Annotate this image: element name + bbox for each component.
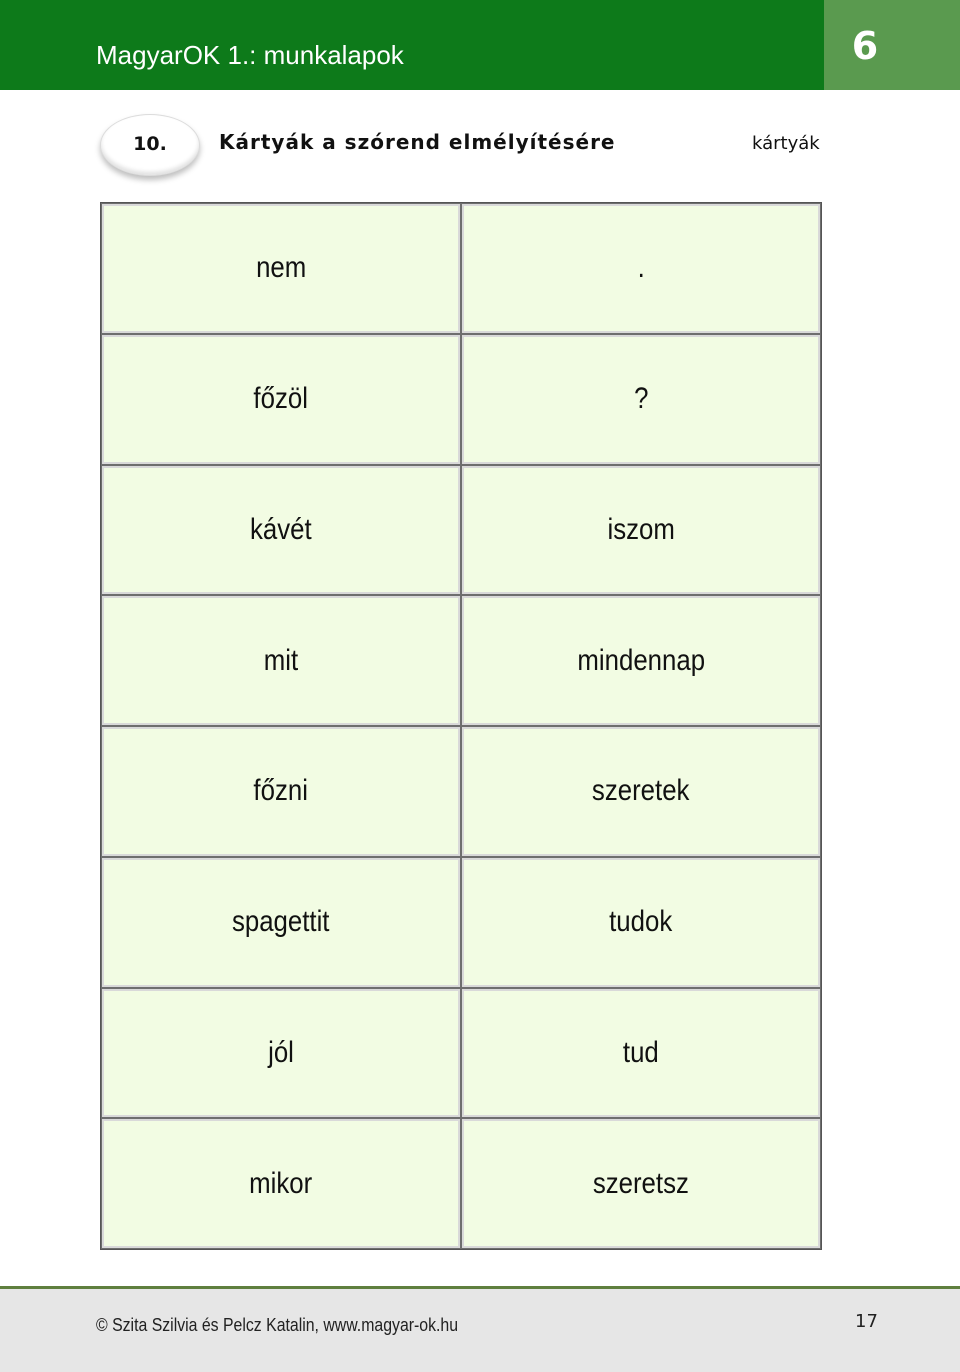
- word-card: [461, 988, 821, 1119]
- page-number: 17: [855, 1311, 878, 1332]
- exercise-type-label: kártyák: [752, 133, 820, 154]
- copyright-label: © Szita Szilvia és Pelcz Katalin, www.magyar-ok.hu: [96, 1315, 459, 1335]
- worksheet-title: MagyarOK 1.: munkalapok: [96, 40, 404, 70]
- word-card: [101, 726, 461, 857]
- page-header: [0, 0, 960, 90]
- word-card: [461, 203, 821, 334]
- card-word: főzöl: [253, 382, 309, 416]
- chapter-number: 6: [851, 24, 879, 68]
- card-word: tud: [623, 1035, 659, 1069]
- card-word: főzni: [253, 774, 309, 808]
- word-card: [101, 203, 461, 334]
- exercise-number-badge: [100, 114, 200, 176]
- card-word: ?: [633, 382, 649, 416]
- word-card: [461, 726, 821, 857]
- word-card: [461, 334, 821, 465]
- card-word: mindennap: [577, 643, 705, 677]
- word-card: [101, 465, 461, 596]
- word-card: [461, 1118, 821, 1249]
- exercise-title: Kártyák a szórend elmélyítésére: [219, 130, 616, 154]
- card-word: mikor: [249, 1166, 313, 1200]
- exercise-number: 10.: [133, 133, 167, 155]
- card-word: szeretek: [592, 774, 690, 808]
- card-word: .: [637, 251, 645, 285]
- chapter-box: [824, 0, 960, 90]
- word-card: [101, 1118, 461, 1249]
- word-card: [461, 595, 821, 726]
- card-word: jól: [268, 1035, 294, 1069]
- card-word: kávét: [250, 512, 312, 546]
- card-word: mit: [263, 643, 299, 677]
- word-card: [461, 465, 821, 596]
- word-card: [101, 988, 461, 1119]
- word-card: [101, 334, 461, 465]
- word-card: [101, 595, 461, 726]
- page-footer: [0, 1289, 960, 1372]
- card-word: nem: [255, 251, 307, 285]
- card-word: szeretsz: [592, 1166, 690, 1200]
- card-word: iszom: [607, 512, 675, 546]
- card-word: spagettit: [232, 905, 330, 939]
- word-card: [461, 857, 821, 988]
- word-card: [101, 857, 461, 988]
- card-word: tudok: [609, 905, 673, 939]
- word-card-grid: [100, 202, 822, 1250]
- copyright-text: [96, 1315, 507, 1336]
